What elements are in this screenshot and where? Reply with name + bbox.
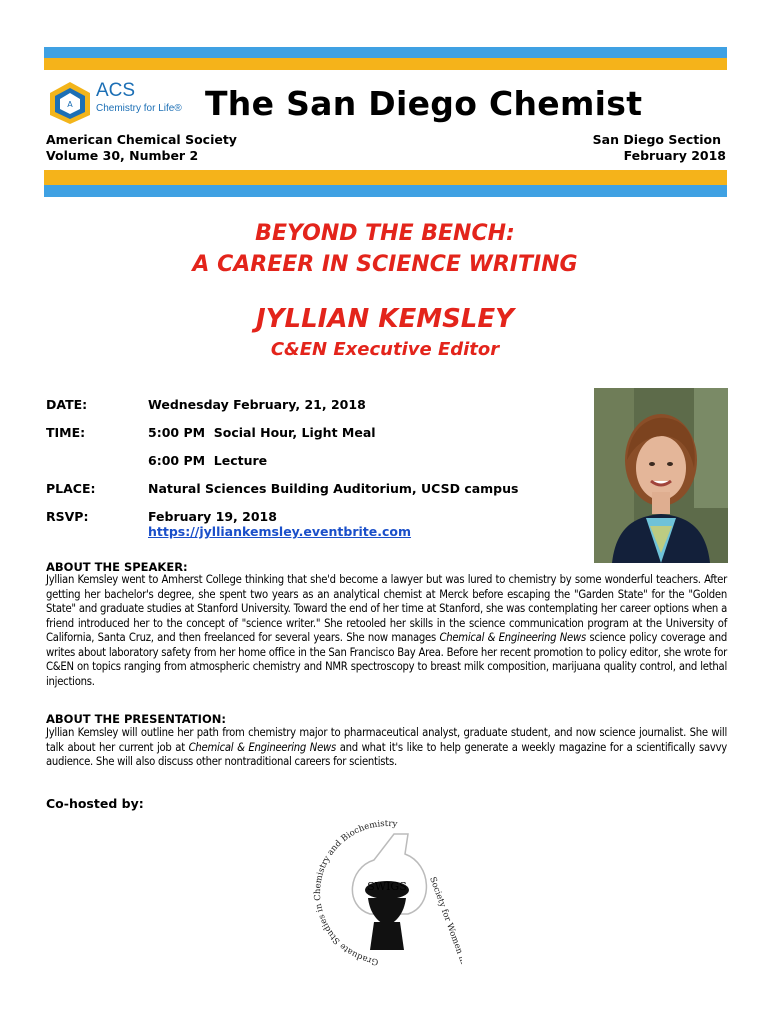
rsvp-label: RSVP: bbox=[46, 509, 89, 524]
bottom-stripe-gold bbox=[44, 170, 727, 185]
place-label: PLACE: bbox=[46, 481, 96, 496]
speaker-name: JYLLIAN KEMSLEY bbox=[256, 304, 514, 334]
swigs-logo bbox=[312, 818, 462, 968]
about-speaker-text-1: Jyllian Kemsley went to Amherst College thinking that she'd become a lawyer but was lured to chemistry by some wonderful teachers. After getting her bachelor's degree, she spent two years as an analytical chemist at Merck before escaping the "Garden State" for the "Golden State" and graduate studies at Stanford University. Toward the end of her time at Stanford, she was contemplating her career options when a friend introduced her to the concept of "science writer." She retooled her skills in the science communication program at the University of California, Santa Cruz, and then freelanced for several years. She now manages bbox=[46, 573, 727, 644]
cen-italic-2: Chemical & Engineering News bbox=[188, 740, 337, 754]
about-presentation-heading: ABOUT THE PRESENTATION: bbox=[46, 712, 226, 726]
time-value-social: 5:00 PM Social Hour, Light Meal bbox=[148, 425, 376, 440]
cohosted-label: Co-hosted by: bbox=[46, 796, 144, 811]
swigs-ring-text-2: Society for Women in bbox=[427, 875, 462, 966]
org-name: American Chemical Society bbox=[46, 132, 237, 147]
swigs-name: SWIGS bbox=[367, 880, 407, 893]
cen-italic-1: Chemical & Engineering News bbox=[439, 631, 586, 644]
date-label: DATE: bbox=[46, 397, 88, 412]
about-speaker-text bbox=[46, 573, 727, 689]
about-speaker-text-2: science policy coverage and writes about laboratory safety from her home office in the San Francisco Bay Area. Before her recent promotion to policy editor, she wrote for C&EN on topics ranging from atmospheric chemistry and NMR spectroscopy to breast milk composition, marijuana quality control, and lethal injections. bbox=[46, 631, 727, 688]
swigs-ring-text: Graduate Studies in Chemistry and Biochemistry bbox=[312, 818, 398, 967]
speaker-photo bbox=[594, 388, 728, 563]
svg-text:A: A bbox=[67, 100, 73, 109]
about-presentation-text bbox=[46, 726, 727, 770]
rsvp-link[interactable]: https://jylliankemsley.eventbrite.com bbox=[148, 524, 412, 539]
section-name: San Diego Section bbox=[592, 132, 721, 147]
time-label: TIME: bbox=[46, 425, 86, 440]
about-speaker-heading: ABOUT THE SPEAKER: bbox=[46, 560, 188, 574]
about-presentation-text-2: and what it's like to help generate a weekly magazine for a scientifically savvy audience. She will also discuss other nontraditional careers for scientists. bbox=[46, 740, 727, 768]
speaker-title: C&EN Executive Editor bbox=[270, 339, 500, 360]
bottom-stripe-blue bbox=[44, 185, 727, 197]
rsvp-date: February 19, 2018 bbox=[148, 509, 277, 524]
headline-line-2: A CAREER IN SCIENCE WRITING bbox=[192, 252, 578, 277]
time-value-lecture: 6:00 PM Lecture bbox=[148, 453, 268, 468]
date-value: Wednesday February, 21, 2018 bbox=[148, 397, 366, 412]
acs-hexagon-icon bbox=[46, 80, 94, 126]
newsletter-title: The San Diego Chemist bbox=[205, 84, 643, 123]
acs-logo-tagline: Chemistry for Life® bbox=[96, 103, 182, 114]
headline-line-1: BEYOND THE BENCH: bbox=[255, 221, 515, 246]
about-presentation-text-1: Jyllian Kemsley will outline her path from chemistry major to pharmaceutical analyst, graduate student, and now science journalist. She will talk about her current job at bbox=[46, 726, 727, 754]
top-stripe-gold bbox=[44, 58, 727, 70]
swigs-emblem-icon bbox=[312, 818, 462, 968]
acs-logo bbox=[46, 80, 186, 125]
place-value: Natural Sciences Building Auditorium, UCSD campus bbox=[148, 481, 519, 496]
speaker-portrait-image bbox=[594, 388, 728, 563]
top-stripe-blue bbox=[44, 47, 727, 58]
issue-date: February 2018 bbox=[623, 148, 726, 163]
volume-number: Volume 30, Number 2 bbox=[46, 148, 199, 163]
acs-logo-text: ACS bbox=[96, 80, 136, 101]
